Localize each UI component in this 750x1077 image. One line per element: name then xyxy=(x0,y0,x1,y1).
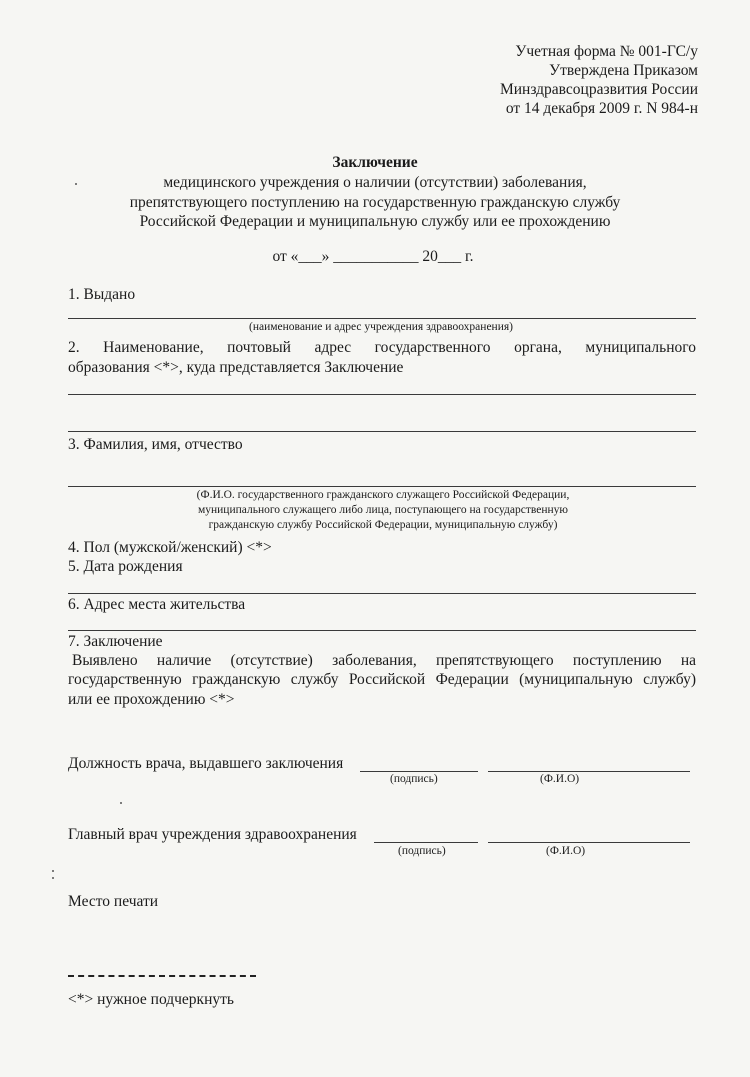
field-org-line-1[interactable] xyxy=(68,394,696,395)
doctor-fio-line[interactable] xyxy=(488,771,690,772)
doctor-signature-hint: (подпись) xyxy=(390,773,438,785)
title-line-2: препятствующего поступлению на государственную гражданскую службу xyxy=(129,194,621,211)
scan-speck xyxy=(52,877,54,879)
field-org-line-2[interactable] xyxy=(68,431,696,432)
ministry-line: Минздравсоцразвития России xyxy=(499,81,698,98)
document-date: от «___» ___________ 20___ г. xyxy=(272,248,474,265)
field-fio-hint-2: муниципального служащего либо лица, поступающего на государственную xyxy=(197,504,569,516)
chief-fio-hint: (Ф.И.О) xyxy=(546,845,586,857)
scan-speck xyxy=(52,870,54,872)
chief-doctor-label: Главный врач учреждения здравоохранения xyxy=(68,826,357,843)
stamp-place-label: Место печати xyxy=(68,893,159,910)
footnote-separator xyxy=(68,975,256,977)
field-conclusion-label: 7. Заключение xyxy=(68,633,163,650)
chief-fio-line[interactable] xyxy=(488,842,690,843)
doctor-position-label: Должность врача, выдавшего заключения xyxy=(68,755,344,772)
order-date-line: от 14 декабря 2009 г. N 984-н xyxy=(505,100,698,117)
field-issued-line[interactable] xyxy=(68,318,696,319)
document-title: Заключение xyxy=(332,154,418,171)
title-line-1: медицинского учреждения о наличии (отсутствии) заболевания, xyxy=(163,174,587,191)
field-fio-hint-3: гражданскую службу Российской Федерации, муниципальную службу) xyxy=(208,519,558,531)
field-fio-line[interactable] xyxy=(68,486,696,487)
field-issued-hint: (наименование и адрес учреждения здравоохранения) xyxy=(249,321,513,333)
field-org-label-1: 2. Наименование, почтовый адрес государственного органа, муниципального xyxy=(68,339,696,356)
field-fio-label: 3. Фамилия, имя, отчество xyxy=(68,436,243,453)
field-birthdate-label: 5. Дата рождения xyxy=(68,558,183,575)
conclusion-text-2: государственную гражданскую службу Российской Федерации (муниципальную службу) xyxy=(68,671,696,688)
chief-signature-hint: (подпись) xyxy=(398,845,446,857)
approval-line: Утверждена Приказом xyxy=(549,62,698,79)
conclusion-text-1: Выявлено наличие (отсутствие) заболевания, препятствующего поступлению на xyxy=(72,652,696,669)
field-fio-hint-1: (Ф.И.О. государственного гражданского служащего Российской Федерации, xyxy=(196,489,570,501)
conclusion-text-3: или ее прохождению <*> xyxy=(68,691,235,708)
field-birthdate-line[interactable] xyxy=(68,593,696,594)
field-address-line[interactable] xyxy=(68,630,696,631)
form-number: Учетная форма № 001-ГС/у xyxy=(515,43,698,60)
field-address-label: 6. Адрес места жительства xyxy=(68,596,246,613)
doctor-signature-line[interactable] xyxy=(360,771,478,772)
scan-speck xyxy=(120,802,122,804)
field-issued-label: 1. Выдано xyxy=(68,286,136,303)
scan-speck xyxy=(75,183,77,185)
doctor-fio-hint: (Ф.И.О) xyxy=(540,773,580,785)
field-org-label-2: образования <*>, куда представляется Заключение xyxy=(68,359,404,376)
field-sex-label: 4. Пол (мужской/женский) <*> xyxy=(68,539,272,556)
title-line-3: Российской Федерации и муниципальную службу или ее прохождению xyxy=(139,213,611,230)
footnote-text: <*> нужное подчеркнуть xyxy=(68,991,234,1008)
chief-signature-line[interactable] xyxy=(374,842,478,843)
